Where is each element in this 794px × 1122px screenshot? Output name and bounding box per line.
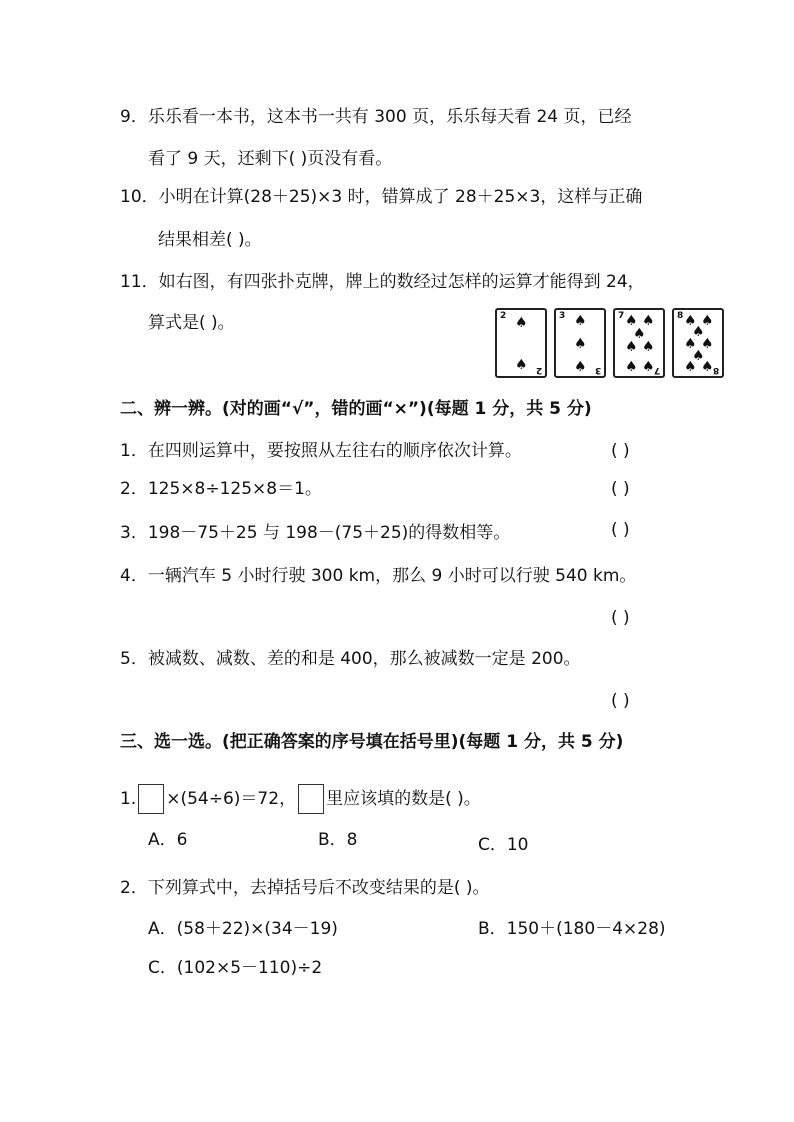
question-10-line2: 结果相差( )。 — [158, 230, 262, 250]
card-rank: 3 — [594, 365, 601, 375]
playing-cards-figure — [495, 308, 725, 380]
spade-icon: ♠ — [642, 313, 655, 329]
question-10-line1: 10．小明在计算(28＋25)×3 时，错算成了 28＋25×3，这样与正确 — [120, 187, 643, 207]
question-11-line1: 11．如右图，有四张扑克牌，牌上的数经过怎样的运算才能得到 24， — [120, 272, 645, 292]
card-rank: 8 — [712, 365, 719, 375]
spade-icon: ♠ — [515, 357, 528, 373]
spade-icon: ♠ — [692, 324, 705, 340]
spade-icon: ♠ — [515, 315, 528, 331]
choice-question-1 — [120, 784, 481, 814]
answer-paren-2[interactable]: ( ) — [611, 479, 630, 499]
card-rank: 8 — [677, 311, 684, 321]
option-b[interactable]: B．8 — [318, 830, 358, 850]
playing-card — [495, 308, 547, 378]
blank-box[interactable] — [138, 784, 164, 814]
card-rank: 7 — [618, 311, 625, 321]
answer-paren-3[interactable]: ( ) — [611, 520, 630, 540]
card-rank: 2 — [500, 311, 507, 321]
answer-paren-4[interactable]: ( ) — [611, 608, 630, 628]
spade-icon: ♠ — [574, 359, 587, 375]
option-b[interactable]: B．150＋(180－4×28) — [478, 919, 666, 939]
card-rank: 7 — [653, 365, 660, 375]
choice-question-2: 2．下列算式中，去掉括号后不改变结果的是( )。 — [120, 878, 490, 898]
spade-icon: ♠ — [701, 359, 714, 375]
spade-icon: ♠ — [684, 313, 697, 329]
option-a[interactable]: A．(58＋22)×(34－19) — [148, 919, 338, 939]
spade-icon: ♠ — [701, 336, 714, 352]
playing-card — [554, 308, 606, 378]
true-false-item-4: 4．一辆汽车 5 小时行驶 300 km，那么 9 小时可以行驶 540 km。 — [120, 566, 637, 586]
spade-icon: ♠ — [642, 359, 655, 375]
spade-icon: ♠ — [692, 348, 705, 364]
question-suffix: 里应该填的数是( )。 — [326, 789, 481, 809]
spade-icon: ♠ — [684, 359, 697, 375]
spade-icon: ♠ — [684, 336, 697, 352]
spade-icon: ♠ — [701, 313, 714, 329]
blank-box[interactable] — [298, 784, 324, 814]
card-rank: 2 — [535, 365, 542, 375]
spade-icon: ♠ — [625, 339, 638, 355]
section-3-heading: 三、选一选。(把正确答案的序号填在括号里)(每题 1 分，共 5 分) — [120, 732, 624, 752]
question-11-line2: 算式是( )。 — [148, 313, 235, 333]
equation-text: ×(54÷6)＝72， — [166, 789, 297, 809]
spade-icon: ♠ — [633, 326, 646, 342]
true-false-item-1: 1．在四则运算中，要按照从左往右的顺序依次计算。 — [120, 441, 522, 461]
playing-card — [672, 308, 724, 378]
option-a[interactable]: A．6 — [148, 830, 188, 850]
true-false-item-2: 2．125×8÷125×8＝1。 — [120, 479, 322, 499]
section-2-heading: 二、辨一辨。(对的画“√”，错的画“×”)(每题 1 分，共 5 分) — [120, 399, 592, 419]
true-false-item-5: 5．被减数、减数、差的和是 400，那么被减数一定是 200。 — [120, 649, 581, 669]
question-9-line2: 看了 9 天，还剩下( )页没有看。 — [148, 149, 393, 169]
playing-card — [613, 308, 665, 378]
question-9-line1: 9．乐乐看一本书，这本书一共有 300 页，乐乐每天看 24 页，已经 — [120, 107, 632, 127]
answer-paren-5[interactable]: ( ) — [611, 691, 630, 711]
option-c[interactable]: C．10 — [478, 835, 529, 855]
spade-icon: ♠ — [642, 339, 655, 355]
spade-icon: ♠ — [574, 336, 587, 352]
option-c[interactable]: C．(102×5－110)÷2 — [148, 958, 323, 978]
question-number: 1. — [120, 789, 137, 809]
spade-icon: ♠ — [625, 359, 638, 375]
card-rank: 3 — [559, 311, 566, 321]
spade-icon: ♠ — [574, 313, 587, 329]
answer-paren-1[interactable]: ( ) — [611, 441, 630, 461]
spade-icon: ♠ — [625, 313, 638, 329]
true-false-item-3: 3．198－75＋25 与 198－(75＋25)的得数相等。 — [120, 523, 511, 543]
